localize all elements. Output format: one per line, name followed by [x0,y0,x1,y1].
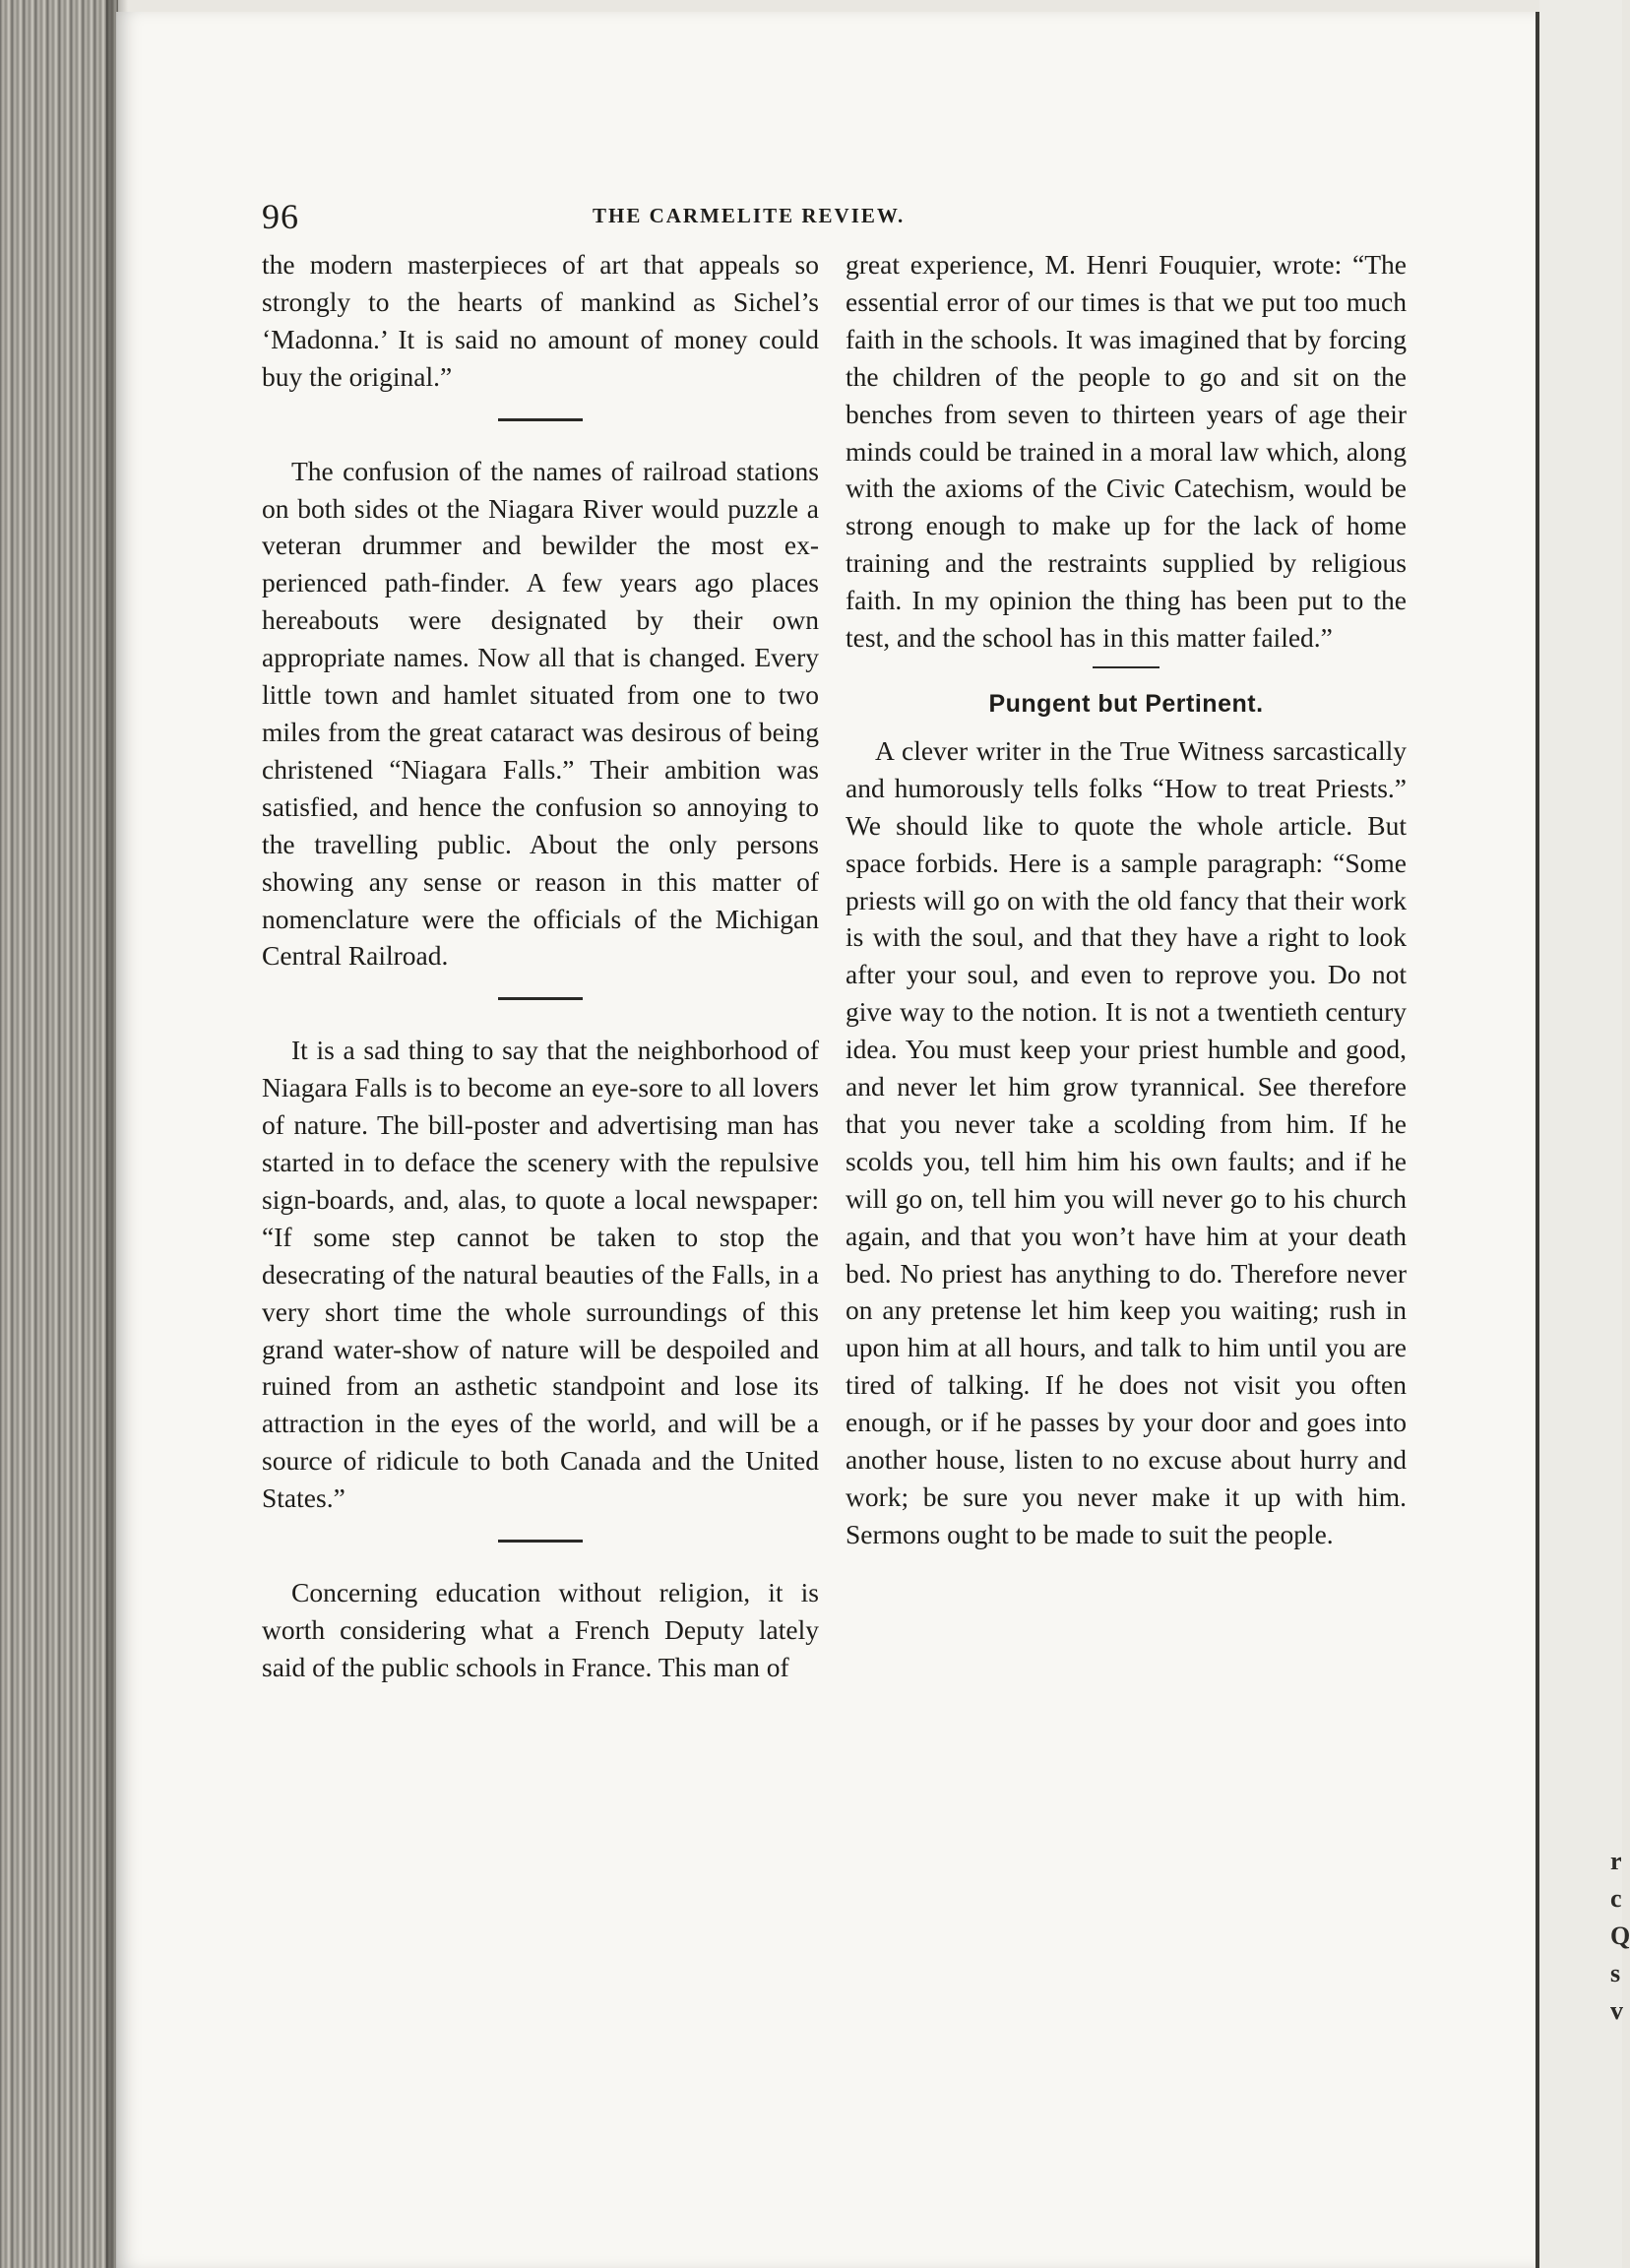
paragraph: Concerning education without religion, it is worth considering what a French Deputy lately said of the public schools in France. This man of [262,1577,819,1682]
running-title: THE CARMELITE REVIEW. [593,204,906,227]
paragraph: It is a sad thing to say that the neighborhood of Niagara Falls is to become an eye-sore to all lovers of nature. The bill-poster and advertising man has started in to deface the scenery with the repulsive sign-boards, and, alas, to quote a local newspaper: “If some step cannot be taken to stop the desecrating of the natural beauties of the Falls, in a very short time the whole surroundings of this grand water-show of nature will be despoiled and ruined from an asthetic standpoint and lose its attraction in the eyes of the world, and will be a source of ridicule to both Canada and the United States.” [262,1035,819,1514]
page-number: 96 [262,197,299,236]
book-page-edges [0,0,118,2268]
paragraph: great experience, M. Henri Fouquier, wrote: “The essential error of our times is that we put too much faith in the schools. It was imagined that by forcing the children of the people to go and sit on the benches from seven to thirteen years of age their minds could be trained in a moral law which, along with the axioms of the Civic Catechism, would be strong enough to make up for the lack of home training and the restraints supplied by religious faith. In my opinion the thing has been put to the test, and the school has in this matter failed.” [846,249,1407,654]
section-divider [498,418,583,421]
section-divider [1093,666,1160,668]
paragraph: The confusion of the names of railroad stations on both sides ot the Niagara River would puzzle a veteran drummer and bewilder the most experienced path-finder. A few years ago places hereabouts were designated by their own appropriate names. Now all that is changed. Every little town and hamlet situated from one to two miles from the great cataract was desirous of being christened “Niagara Falls.” Their ambition was satisfied, and hence the confusion so annoying to the travelling public. About the only persons showing any sense or reason in this matter of nomenclature were the officials of the Michigan Central Railroad. [262,455,819,972]
left-column [262,246,819,1686]
adjacent-letter: c [1610,1884,1622,1913]
section-divider [498,997,583,1000]
section-heading: Pungent but Pertinent. [988,689,1264,718]
adjacent-letter: Q [1610,1922,1630,1950]
right-column [846,246,1407,1553]
paragraph: the modern masterpieces of art that appeals so strongly to the hearts of mankind as Sichel’s ‘Madonna.’ It is said no amount of money could buy the original.” [262,249,819,392]
section-divider [498,1540,583,1543]
adjacent-letter: s [1610,1959,1621,1987]
adjacent-letter: v [1610,1996,1623,2025]
adjacent-letter: r [1610,1847,1622,1875]
paragraph: A clever writer in the True Witness sarcastically and humorously tells folks “How to treat Priests.” We should like to quote the whole article. But space forbids. Here is a sample paragraph: “Some priests will go on with the old fancy that their work is with the soul, and that they have a right to look after your soul, and even to reprove you. Do not give way to the notion. It is not a twentieth century idea. You must keep your priest humble and good, and never let him grow tyrannical. See therefore that you never take a scolding from him. If he scolds you, tell him him his own faults; and if he will go on, tell him you will never go to his church again, and that you won’t have him at your death bed. No priest has anything to do. Therefore never on any pretense let him keep you waiting; rush in upon him at all hours, and talk to him until you are tired of talking. If he does not visit you often enough, or if he passes by your door and goes into another house, listen to no excuse about hurry and work; be sure you never make it up with him. Sermons ought to be made to suit the people. [846,734,1407,1549]
adjacent-page-letters [1610,1843,1630,2030]
